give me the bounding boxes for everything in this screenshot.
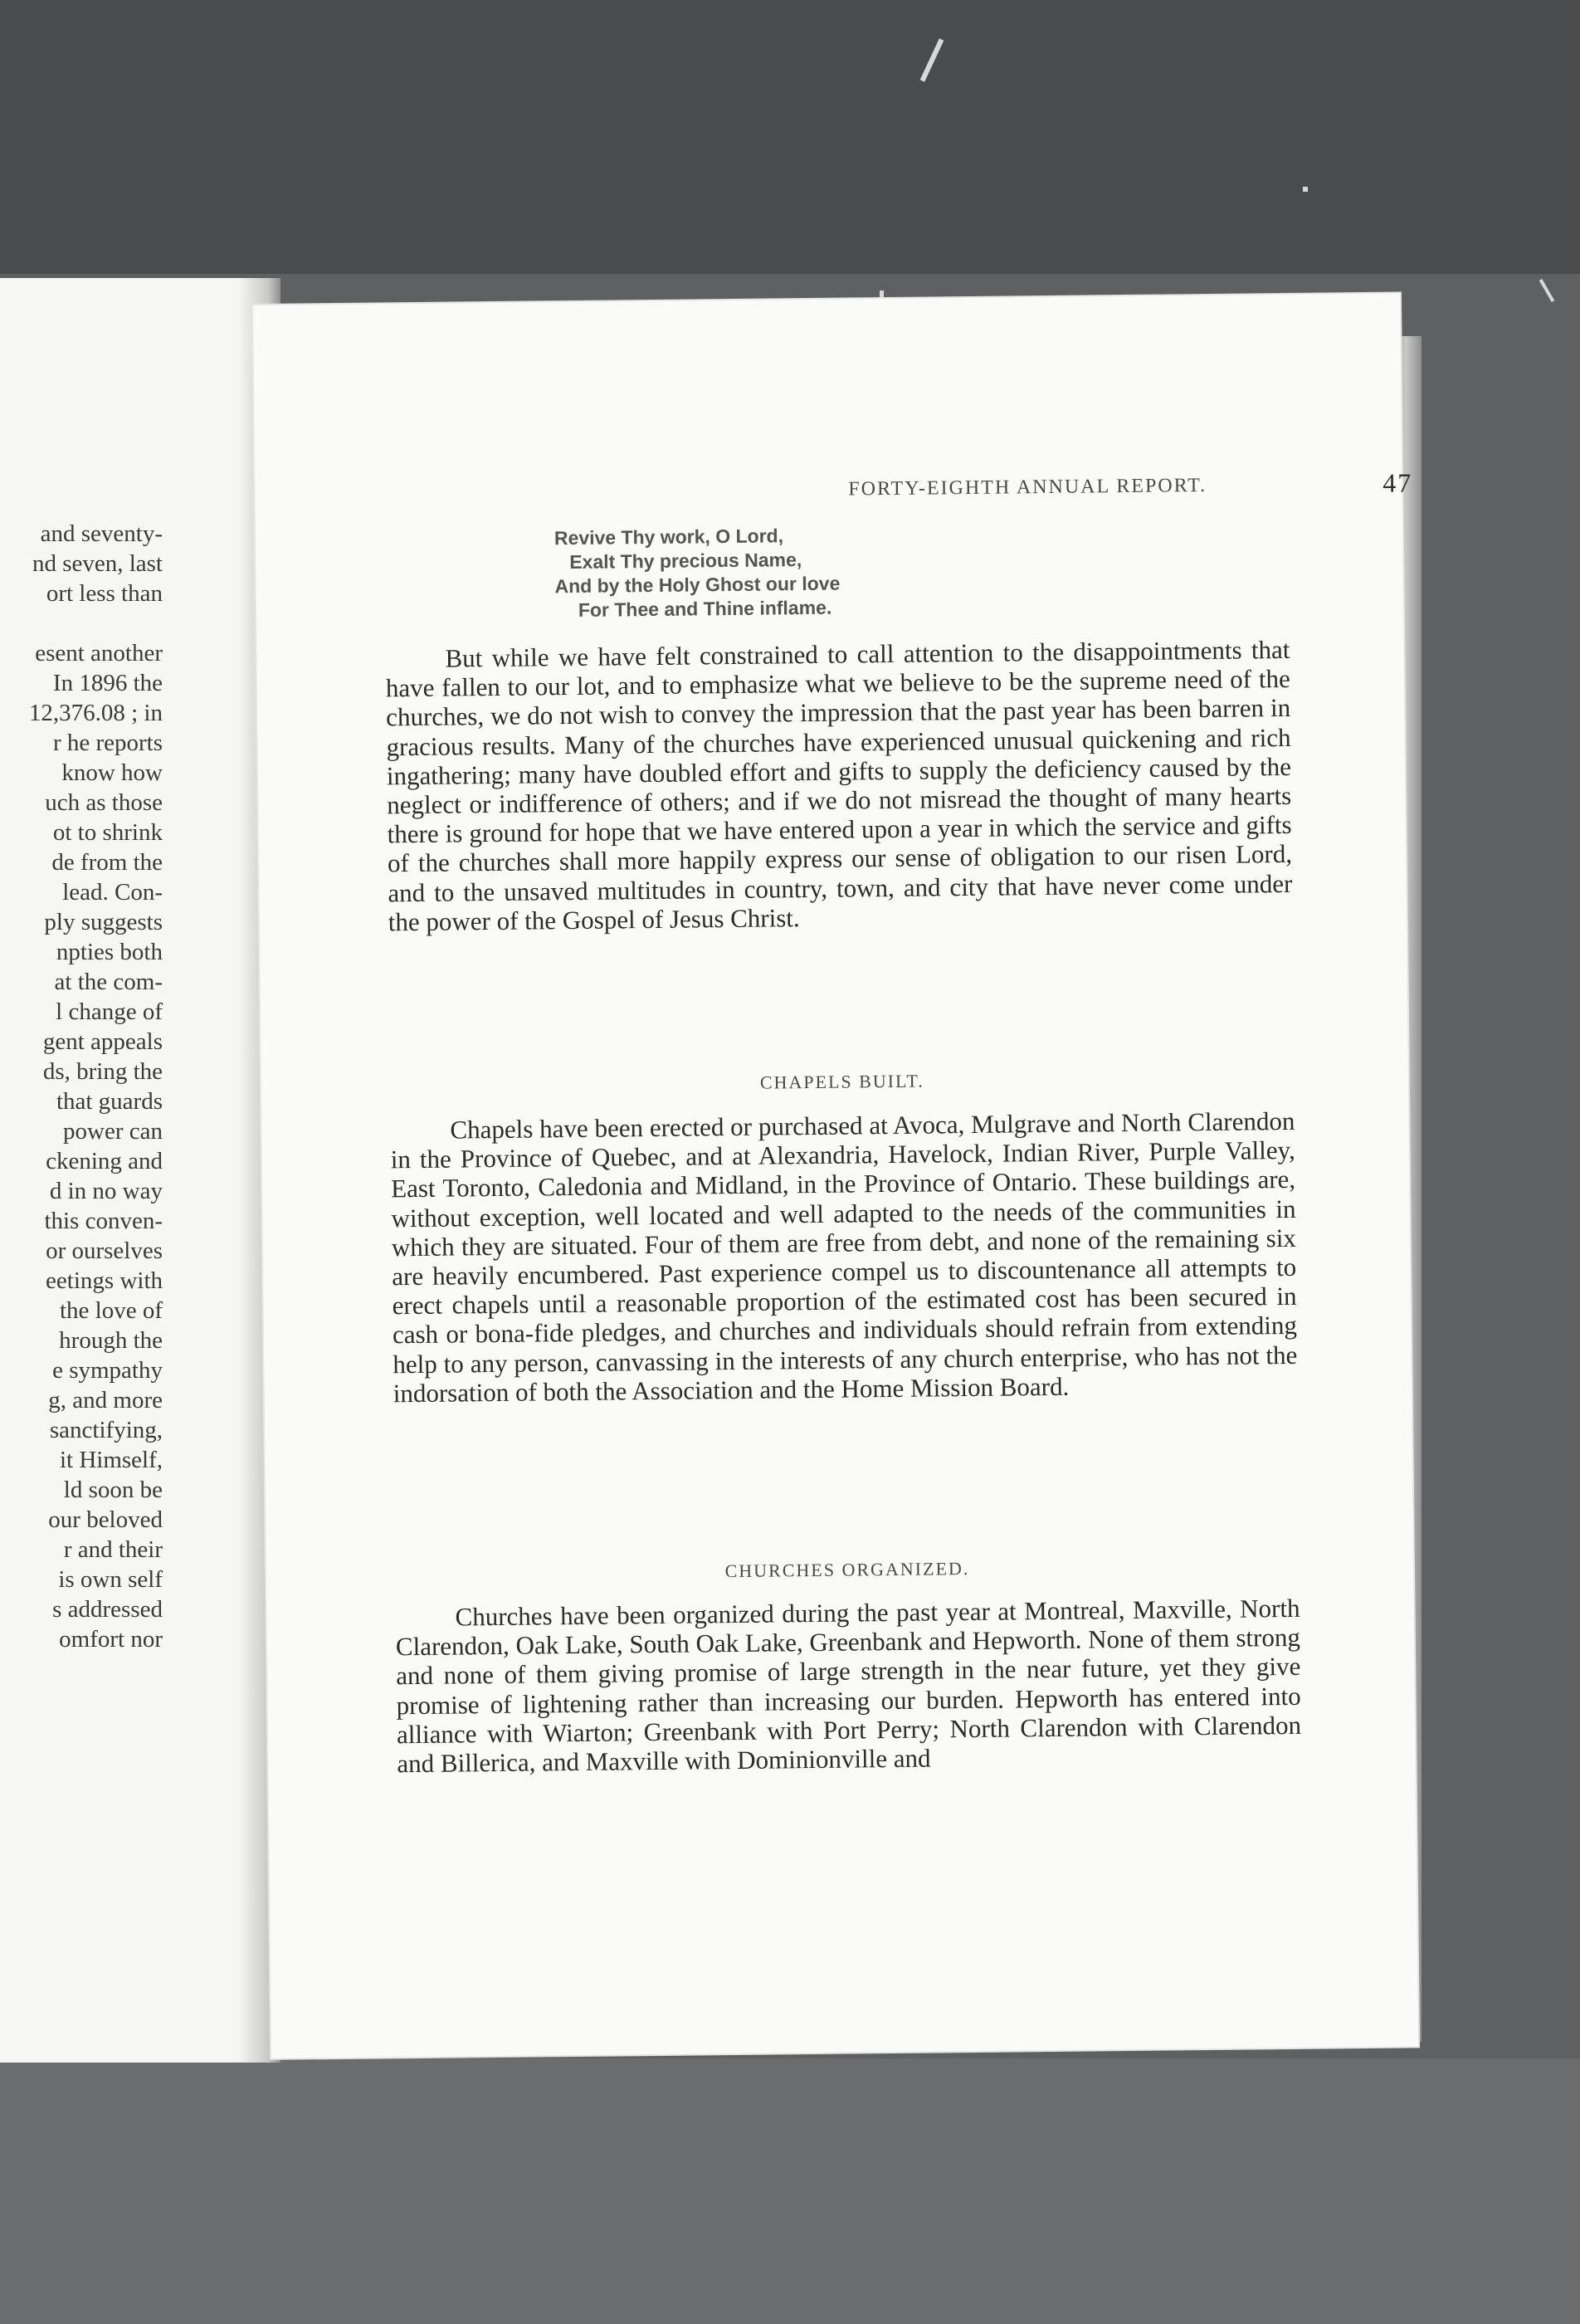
paragraph-churches [395, 1594, 1301, 1779]
left-page-line: r and their [63, 1536, 163, 1563]
page-number: 47 [1382, 467, 1413, 498]
left-page-line: s addressed [52, 1596, 163, 1623]
left-page-line: ply suggests [44, 909, 163, 935]
section-heading-churches: CHURCHES ORGANIZED. [724, 1558, 970, 1582]
left-page-line [0, 608, 163, 638]
left-page-line: it Himself, [59, 1447, 163, 1473]
left-page-line: nd seven, last [32, 550, 163, 577]
section-heading-chapels: CHAPELS BUILT. [759, 1070, 924, 1093]
left-page-line: know how [61, 759, 163, 786]
left-page-line: lead. Con- [62, 879, 163, 906]
left-page-line: the love of [59, 1297, 163, 1324]
dust-speck [1303, 187, 1308, 192]
left-page-line: g, and more [48, 1387, 163, 1413]
left-page-line: 12,376.08 ; in [28, 700, 163, 726]
page-header [599, 467, 1412, 509]
left-page-line: sanctifying, [49, 1417, 163, 1443]
background-bottom [0, 2058, 1580, 2324]
left-page-line: eetings with [46, 1267, 163, 1294]
left-page-line: and seventy- [40, 520, 163, 547]
running-title: FORTY-EIGHTH ANNUAL REPORT. [848, 474, 1207, 500]
paragraph-chapels [390, 1106, 1298, 1408]
paragraph-text: But while we have felt constrained to call attention to the disappointments that have fallen to our lot, and to emphasize what we believe to be the supreme need of the churches, we do not wish to convey the impression that the past year has been barren in gracious results. Many of the churches have experienced unusual quickening and rich ingathering; many have doubled effort and gifts to supply the deficiency caused by the neglect or indifference of others; and if we do not misread the thought of many hearts there is ground for hope that we have entered upon a year in which the service and gifts of the churches shall more happily express our sense of obligation to our risen Lord, and to the unsaved multitudes in country, town, and city that have never come under the power of the Gospel of Jesus Christ. [385, 634, 1293, 937]
left-page-line: In 1896 the [52, 670, 163, 696]
left-page-line: d in no way [49, 1178, 163, 1204]
left-page-text [0, 519, 163, 1654]
left-page-line: ld soon be [63, 1477, 163, 1503]
left-page-line: l change of [56, 998, 163, 1025]
paragraph-intro [385, 635, 1293, 936]
left-page-line: or ourselves [46, 1238, 163, 1264]
left-page-line: our beloved [48, 1506, 163, 1533]
right-page [253, 294, 1418, 2058]
poem-line: For Thee and Thine inflame. [578, 596, 832, 621]
paragraph-text: Chapels have been erected or purchased at Avoca, Mulgrave and North Clarendon in the Province of Quebec, and at Alexandria, Havelock, Indian River, Purple Valley, East Toronto, Caledonia and Midland, in the Province of Ontario. These buildings are, without exception, well located and well adapted to the needs of the communities in which they are situated. Four of them are free from debt, and none of the remaining six are heavily encumbered. Past experience compel us to discountenance all attempts to erect chapels until a reasonable proportion of the estimated cost has been secured in cash or bona-fide pledges, and churches and individuals should refrain from extending help to any person, canvassing in the interests of any church enterprise, who has not the indorsation of both the Association and the Home Mission Board. [390, 1106, 1298, 1409]
poem-stanza [554, 522, 987, 622]
left-page-line: ckening and [46, 1148, 163, 1174]
left-page-line: omfort nor [59, 1626, 163, 1653]
left-page-line: that guards [56, 1088, 163, 1115]
left-page-line: gent appeals [42, 1028, 163, 1055]
left-page [0, 278, 280, 2063]
left-page-line: ot to shrink [52, 819, 163, 846]
paragraph-text: Churches have been organized during the past year at Montreal, Maxville, North Clarendon, Oak Lake, South Oak Lake, Greenbank and Hepworth. None of them strong and none of them giving promise of large strength in the near future, yet they give promise of lightening rather than increasing our burden. Hepworth has entered into alliance with Wiarton; Greenbank with Port Perry; North Clarendon with Clarendon and Billerica, and Maxville with Dominionville and [395, 1593, 1302, 1779]
left-page-line: ort less than [46, 580, 163, 607]
left-page-line: npties both [56, 939, 163, 965]
poem-line: Exalt Thy precious Name, [569, 549, 802, 574]
left-page-line: esent another [35, 640, 163, 666]
dark-background-top [0, 0, 1580, 274]
left-page-line: de from the [51, 849, 163, 876]
left-page-line: hrough the [59, 1327, 163, 1354]
left-page-line: is own self [58, 1566, 163, 1593]
left-page-line: at the com- [54, 969, 163, 995]
left-page-line: uch as those [45, 789, 163, 816]
poem-line: Revive Thy work, O Lord, [553, 525, 784, 549]
left-page-line: ds, bring the [42, 1058, 163, 1085]
left-page-line: e sympathy [52, 1357, 163, 1384]
left-page-line: r he reports [52, 730, 163, 756]
left-page-line: power can [63, 1118, 163, 1145]
poem-line: And by the Holy Ghost our love [554, 572, 841, 598]
left-page-line: this conven- [44, 1208, 163, 1234]
scratch-mark [1539, 279, 1554, 302]
